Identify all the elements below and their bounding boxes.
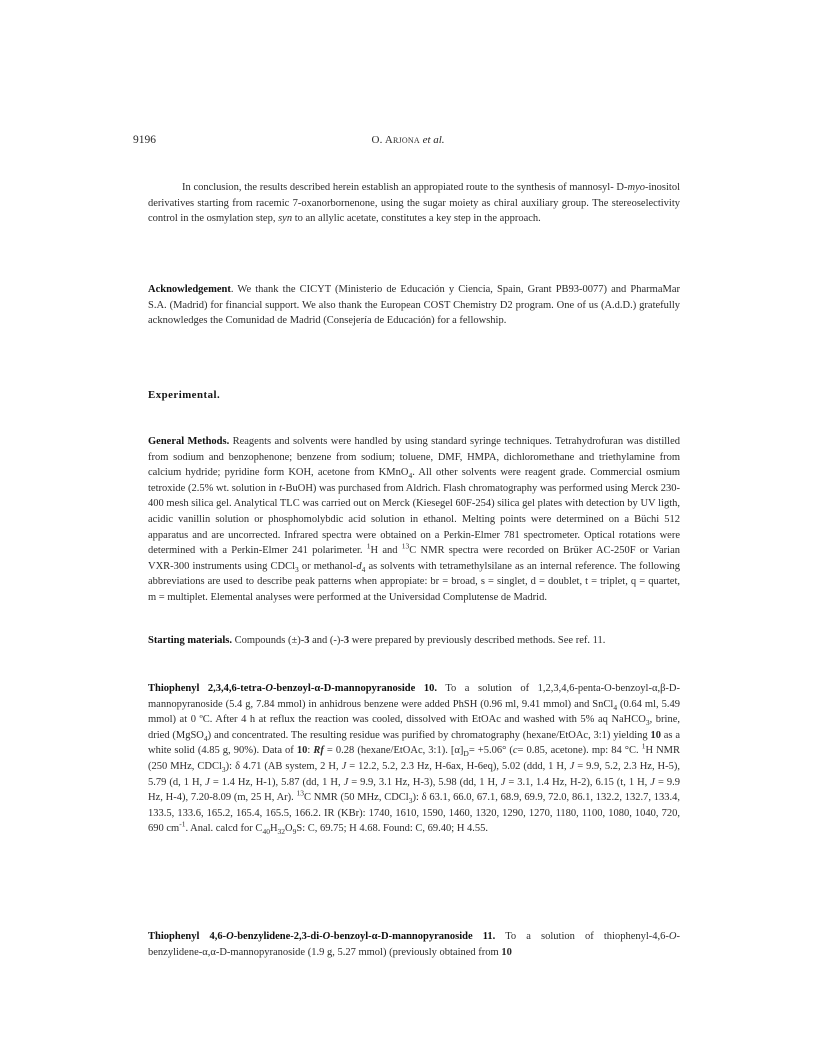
running-head-etal: et al. [422,134,445,146]
c10-text: ) and concentrated. The resulting residue was purified by chromatography (hexane/EtOAc, 3:1) yielding [207,729,651,741]
c10-italic: J [343,776,349,788]
c10-sub: 40 [262,827,270,837]
c10-text: = 9.9 Hz, H-4), 7.20-8.09 (m, 25 H, Ar). [148,776,680,804]
conclusion-text: D- [616,182,628,193]
sm-compound: 3 [343,635,350,646]
c10-text: = 0.85, acetone). mp: 84 °C. [517,745,642,757]
c10-sup: 1 [641,741,646,751]
c11-italic: O [668,931,677,942]
c10-sub: 9 [292,827,297,837]
gm-sub: 4 [408,471,413,481]
c10-sub: D [463,749,469,759]
c10-text: ): δ 4.71 (AB system, 2 H, [225,760,342,772]
gm-text: . All other solvents were reagent grade. Commercial osmium tetroxide (2.5% wt. solution in [148,467,680,494]
c10-sub: 4 [613,702,618,712]
c10-text: H [269,823,278,835]
sm-text: and (-)- [309,635,344,646]
c10-italic: J [500,776,506,788]
gm-text: or methanol- [298,560,357,572]
c10-text: = 0.28 (hexane/EtOAc, 3:1). [α] [323,745,464,757]
acknowledgement-paragraph [148,282,680,329]
c10-sup: -1 [179,819,186,829]
c11-title-italic: O [322,931,331,942]
c10-text: C NMR (50 MHz, CDCl [304,792,409,804]
c10-compound: 10 [650,729,661,741]
running-head-author: O. Arjona [371,134,420,146]
general-methods-title: General Methods. [148,436,230,447]
c10-text: S: C, 69.75; H 4.68. Found: C, 69.40; H 4.55. [296,823,489,835]
acknowledgement-text: . We thank the CICYT (Ministerio de Educación y Ciencia, Spain, Grant PB93-0077) and PharmaMar S.A. (Madrid) for financial support. We also thank the European COST Chemistry D2 program. One of us (A.d.D.) gratefully acknowledges the Comunidad de Madrid (Consejería de Educación) for a fellowship. [148,284,680,327]
gm-text: H and [370,545,402,557]
c10-text: H NMR (250 MHz, CDCl [148,745,681,772]
gm-text: as solvents with tetramethylsilane as an internal reference. The following abbreviations are used to describe peak patterns when appropiate: br = broad, s = singlet, d = doublet, t = triplet, q = quartet, m = multiplet. Elemental analyses were performed at the Universidad Complutense de Madrid. [148,560,680,603]
conclusion-italic: myo [627,182,645,193]
c10-italic: J [569,760,575,772]
c10-sub: 32 [277,827,286,837]
conclusion-text: to an allylic acetate, constitutes a key step in the approach. [292,213,541,225]
compound-11-paragraph [148,929,680,960]
general-methods-paragraph [148,434,680,606]
c10-sub: 3 [221,765,226,775]
c10-sub: 4 [203,733,208,743]
compound-11-title [148,931,495,942]
c10-italic: J [341,760,347,772]
sm-compound: 3 [304,635,310,646]
c11-text: To a solution of thiophenyl-4,6- [495,931,669,942]
c11-title-text: -benzylidene-2,3-di- [233,931,323,942]
c10-text: as a white solid (4.85 g, 90%). Data of [148,729,680,757]
c10-text: : [307,745,314,757]
c11-title-text: Thiophenyl 4,6- [148,931,227,942]
conclusion-text: -inositol derivatives starting from racemic 7-oxanorbornenone, using the sugar moiety as chiral auxiliary group. The stereoselectivity control in the osmylation step, [148,182,681,225]
experimental-heading: Experimental. [148,389,221,401]
c10-text: = 3.1, 1.4 Hz, H-2), 6.15 (t, 1 H, [505,776,651,788]
c10-text: ): δ 63.1, 66.0, 67.1, 68.9, 69.9, 72.0, 86.1, 132.2, 132.7, 133.4, 133.5, 133.6, 165.2, 165.4, 165.5, 166.2. IR (KBr): 1740, 1610, 1590, 1460, 1320, 1290, 1270, 1180, 1100, 1080, 1040, 720, 690 cm [148,792,680,835]
page-number: 9196 [133,134,156,146]
gm-italic: t [279,482,282,494]
gm-sup: 13 [401,541,410,551]
c10-italic: J [205,776,210,788]
sm-text: were prepared by previously described methods. See ref. 11. [349,635,606,646]
c10-text: = 9.9, 5.2, 2.3 Hz, H-5), 5.79 (d, 1 H, [148,760,680,788]
c10-rf: Rf [313,745,324,757]
c11-text: -benzylidene-α,α-D-mannopyranoside (1.9 g, 5.27 mmol) (previously obtained from [148,931,680,958]
c10-title-italic: O [265,683,273,694]
conclusion-italic: syn [278,213,293,225]
c10-sub: 3 [408,796,413,806]
c10-italic: J [650,776,655,788]
gm-italic: d [356,560,362,572]
gm-sub: 4 [361,564,366,574]
gm-sub: 3 [295,564,299,574]
c10-sup: 13 [296,788,305,798]
running-head [0,134,816,146]
c11-title-italic: O [226,931,234,942]
c10-title-text: Thiophenyl 2,3,4,6-tetra- [148,683,266,694]
gm-text: C NMR spectra were recorded on Brüker AC-250F or Varian VXR-300 instruments using CDCl [148,545,681,572]
compound-10-paragraph [148,681,680,837]
c10-text: = 1.4 Hz, H-1), 5.87 (dd, 1 H, [209,776,344,788]
c10-text: = 12.2, 5.2, 2.3 Hz, H-6ax, H-6eq), 5.02 (ddd, 1 H, [346,760,570,772]
acknowledgement-title: Acknowledgement [148,284,231,295]
gm-sup: 1 [366,541,371,551]
c10-text: To a solution of 1,2,3,4,6-penta-O-benzoyl-α,β-D-mannopyranoside (5.4 g, 7.84 mmol) in anhidrous benzene were added PhSH (0.96 ml, 9.41 mmol) and SnCl [148,683,680,710]
c10-text: . Anal. calcd for C [185,823,263,835]
c10-text: , brine, dried (MgSO [148,714,680,741]
c10-text: O [285,823,293,835]
c11-title-text: -benzoyl-α-D-mannopyranoside 11. [330,931,496,942]
c10-text: = +5.06° ( [468,745,513,757]
sm-text: Compounds (±)- [232,635,305,646]
starting-materials-title: Starting materials. [148,635,232,646]
compound-10-title [148,683,437,694]
c10-compound: 10 [296,745,308,757]
c10-sub: 3 [645,718,650,728]
c10-text: (0.64 ml, 5.49 mmol) at 0 ºC. After 4 h at reflux the reaction was cooled, dissolved with EtOAc and washed with 5% aq NaHCO [148,698,680,726]
conclusion-text: In conclusion, the results described herein establish an appropiated route to the synthesis of mannosyl- [182,182,614,193]
c10-text: = 9.9, 3.1 Hz, H-3), 5.98 (dd, 1 H, [348,776,501,788]
gm-text: Reagents and solvents were handled by using standard syringe techniques. Tetrahydrofuran was distilled from sodium and benzophenone; benzene from sodium; toluene, DMF, HMPA, dichloromethane and triethylamine from calcium hydride; pyridine form KOH, acetone from KMnO [148,436,680,479]
starting-materials-paragraph [148,633,680,649]
c10-title-text: -benzoyl-α-D-mannopyranoside 10. [272,683,437,694]
c10-italic: c [512,745,518,757]
gm-text: -BuOH) was purchased from Aldrich. Flash chromatography was performed using Merck 230-400 mesh silica gel. Analytical TLC was carried out on Merck (Kiesegel 60F-254) silica gel plates with detection by UV ligth, acidic vanillin solution or phosphomolybdic acid solution in ethanol. Melting points were determined on a Büchi 512 apparatus and are uncorrected. Infrared spectra were obtained on a Perkin-Elmer 781 spectrometer. Optical rotations were determined with a Perkin-Elmer 241 polarimeter. [148,482,681,557]
c11-compound: 10 [501,946,512,958]
conclusion-paragraph [148,180,680,227]
